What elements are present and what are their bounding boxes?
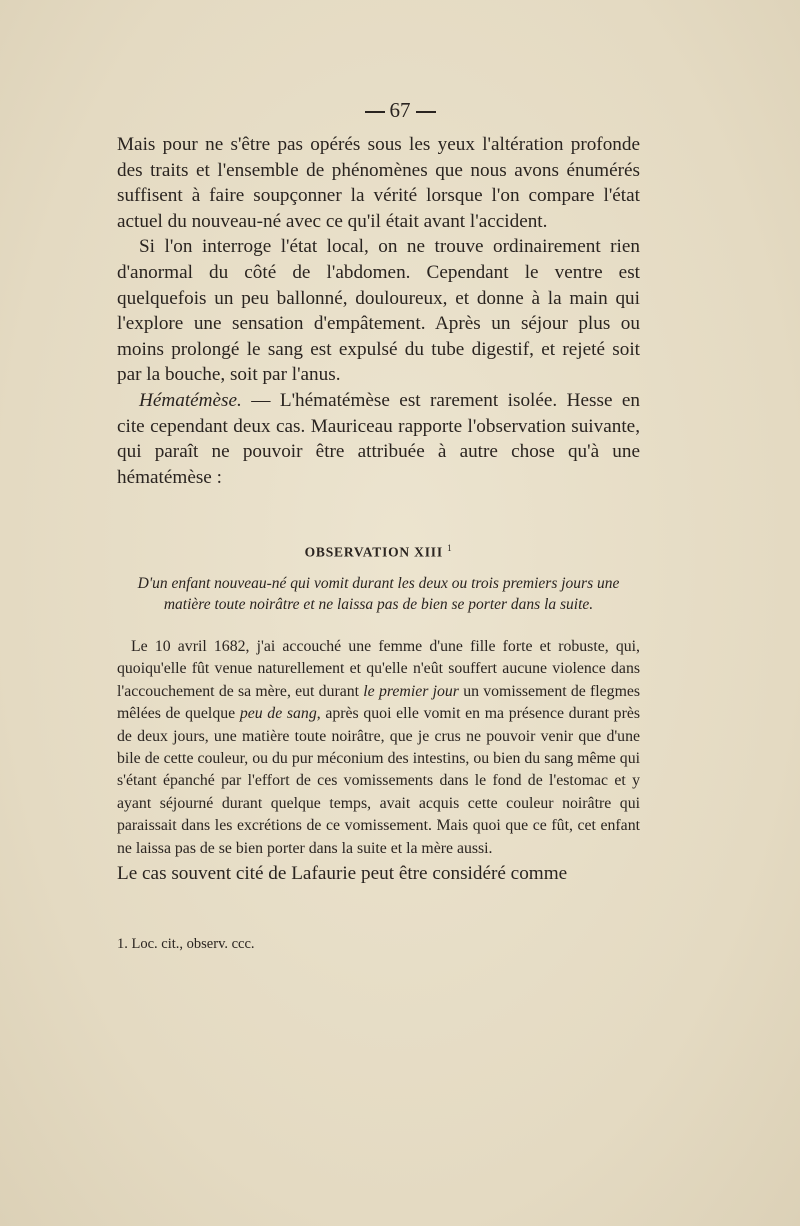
paragraph-1: Mais pour ne s'être pas opérés sous les yeux l'altération profonde des traits et l'ensemble de phénomènes que nous avons énumérés suffisent à faire soupçonner la vérité lorsque l'on compare l'état actuel du nouveau-né avec ce qu'il était avant l'accident. [117,134,640,232]
paragraph-2: Si l'on interroge l'état local, on ne trouve ordinairement rien d'anormal du côté de l'abdomen. Cependant le ventre est quelquefois un peu ballonné, douloureux, et donne à la main qui l'explore une sensation d'empâtement. Après un séjour plus ou moins prolongé le sang est expulsé du tube digestif, et rejeté soit par la bouche, soit par l'anus. [117,236,640,386]
hematemese-text: — L'hématémèse est rarement isolée. Hesse en cite cependant deux cas. Mauriceau rapporte l'observation suivante, qui paraît ne pouvoir être attribuée à autre chose qu'à une hématémèse : [117,389,640,488]
dash-left [365,111,385,113]
hematemese-term: Hématémèse. [139,389,242,411]
observation-subtitle: D'un enfant nouveau-né qui vomit durant les deux ou trois premiers jours une matière toute noirâtre et ne laissa pas de bien se porter dans la suite. [137,575,620,613]
dash-right [416,111,436,113]
page-number [0,98,800,123]
final-line: Le cas souvent cité de Lafaurie peut être considéré comme [117,863,568,884]
footnote-marker: 1 [447,543,453,553]
obs-text-2: un vomissement de flegmes mêlées de quelque [117,682,641,723]
footnote: 1. Loc. cit., observ. ccc. [117,936,255,952]
observation-title [117,543,640,561]
obs-emph-2: peu de sang [239,705,317,723]
paragraph-hematemese [117,388,640,490]
main-text [117,132,640,490]
observation-paragraph [117,636,640,860]
obs-emph-1: le premier jour [363,682,459,700]
obs-text-1: Le 10 avril 1682, j'ai accouché une femme d'une fille forte et robuste, qui, quoiqu'elle fût venue naturellement et qu'elle n'eût souffert aucune violence dans l'accouchement de sa mère, eut durant [117,638,640,700]
page-number-text: 67 [389,98,411,122]
observation-title-text: OBSERVATION XIII [304,544,443,560]
final-text [117,861,640,887]
obs-text-3: , après quoi elle vomit en ma présence durant près de deux jours, une matière toute noirâtre, que je crus ne pouvoir venir que d'une bile de cette couleur, ou du pur méconium des intestins, ou bien du sang même qui s'étant épanché par l'effort de ces vomissements dans le fond de l'estomac et y ayant séjourné durant quelque temps, avait acquis cette couleur noirâtre qui paraissait dans les excrétions de ce vomissement. Mais quoi que ce fût, cet enfant ne laissa pas de se bien porter dans la suite et la mère aussi. [117,705,640,857]
observation-body [117,636,640,860]
